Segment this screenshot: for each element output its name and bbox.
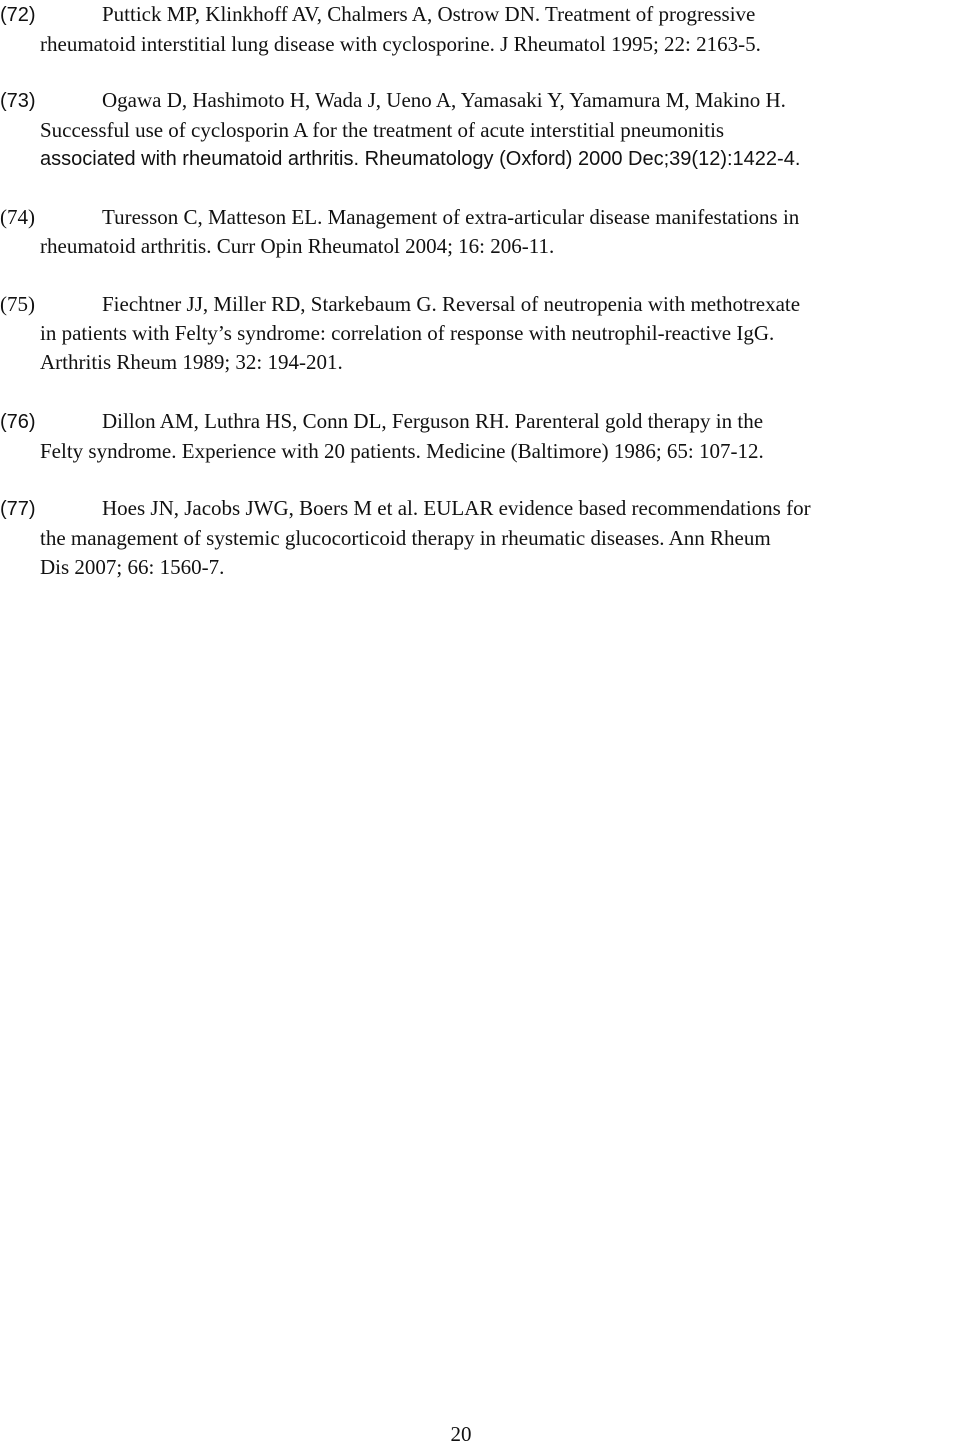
reference-number: (77) — [0, 498, 36, 520]
reference-text-line: associated with rheumatoid arthritis. Rheumatology (Oxford) 2000 Dec;39(12):1422-4. — [40, 148, 801, 170]
reference-text-line: rheumatoid arthritis. Curr Opin Rheumatol 2004; 16: 206-11. — [40, 234, 555, 258]
reference-text-line: Turesson C, Matteson EL. Management of extra-articular disease manifestations in — [102, 205, 800, 229]
reference-text-line: Felty syndrome. Experience with 20 patients. Medicine (Baltimore) 1986; 65: 107-12. — [40, 439, 764, 463]
reference-77 — [0, 494, 950, 582]
reference-76 — [0, 407, 950, 466]
reference-number: (75) — [0, 292, 35, 316]
reference-text-line: rheumatoid interstitial lung disease with cyclosporine. J Rheumatol 1995; 22: 2163-5. — [40, 32, 761, 56]
reference-number: (76) — [0, 411, 36, 433]
reference-text-line: Puttick MP, Klinkhoff AV, Chalmers A, Ostrow DN. Treatment of progressive — [102, 2, 756, 26]
reference-text-line: Dis 2007; 66: 1560-7. — [40, 555, 225, 579]
reference-number: (74) — [0, 205, 35, 229]
reference-75 — [0, 290, 950, 377]
reference-text-line: in patients with Felty’s syndrome: correlation of response with neutrophil-reactive IgG. — [40, 321, 775, 345]
page-number: 20 — [450, 1422, 472, 1446]
reference-number: (72) — [0, 4, 36, 26]
reference-number: (73) — [0, 90, 36, 112]
reference-text-line: Successful use of cyclosporin A for the treatment of acute interstitial pneumonitis — [40, 118, 725, 142]
reference-text-line: Hoes JN, Jacobs JWG, Boers M et al. EULAR evidence based recommendations for — [102, 496, 811, 520]
reference-text-line: the management of systemic glucocorticoid therapy in rheumatic diseases. Ann Rheum — [40, 526, 771, 550]
reference-72 — [0, 0, 950, 59]
reference-text-line: Ogawa D, Hashimoto H, Wada J, Ueno A, Yamasaki Y, Yamamura M, Makino H. — [102, 88, 786, 112]
reference-text-line: Fiechtner JJ, Miller RD, Starkebaum G. Reversal of neutropenia with methotrexate — [102, 292, 801, 316]
reference-text-line: Dillon AM, Luthra HS, Conn DL, Ferguson RH. Parenteral gold therapy in the — [102, 409, 764, 433]
reference-text-line: Arthritis Rheum 1989; 32: 194-201. — [40, 350, 343, 374]
reference-73 — [0, 86, 950, 174]
reference-74 — [0, 203, 950, 261]
